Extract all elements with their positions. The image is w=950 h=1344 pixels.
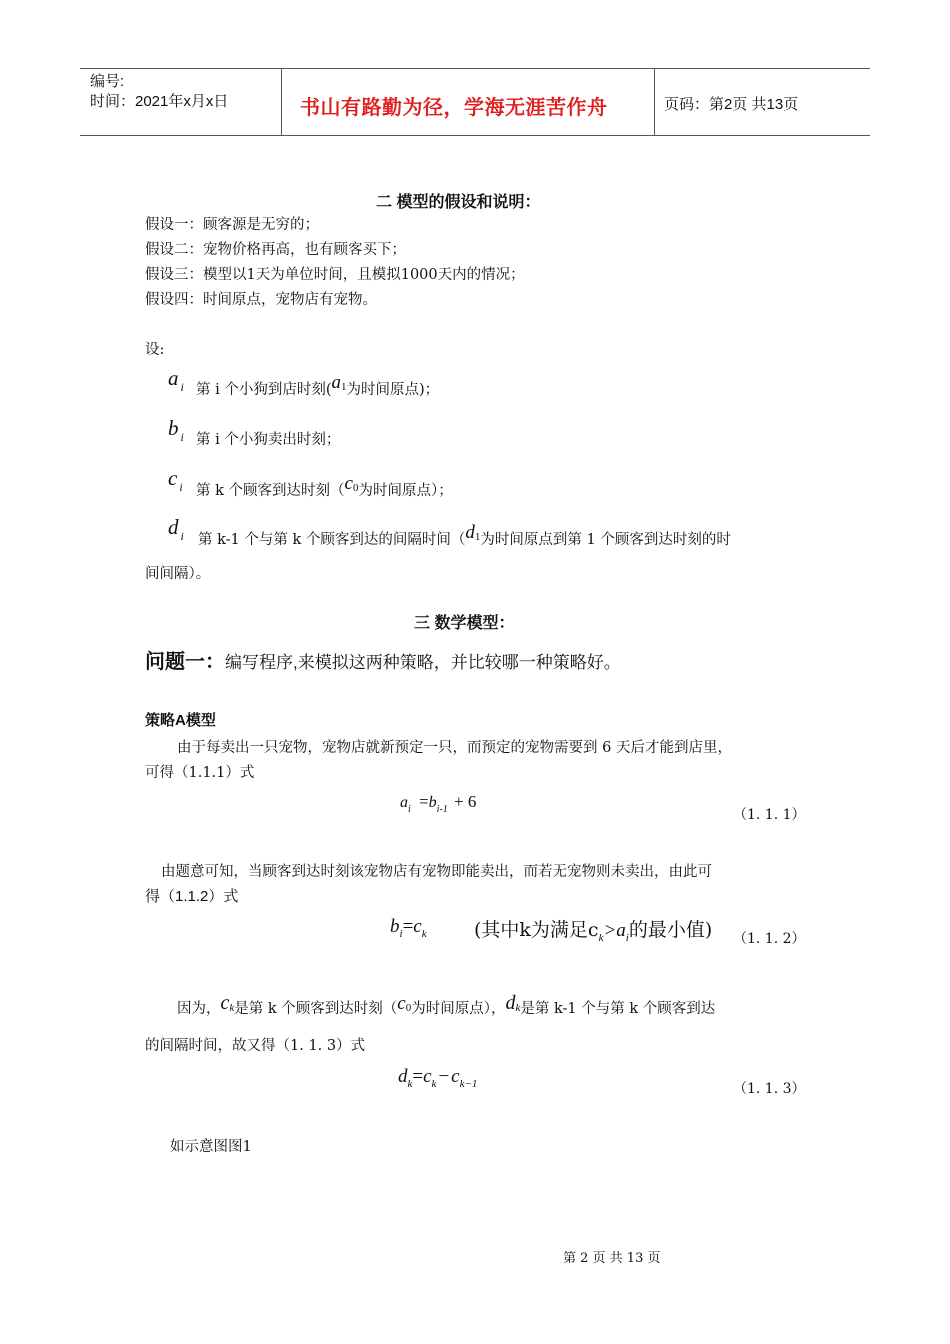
definition-a-inline-var: a <box>331 372 342 393</box>
definition-b <box>168 416 184 444</box>
definition-d-text-before: 第 k-1 个与第 k 个顾客到达的间隔时间（ <box>198 532 466 548</box>
para3-d-var: d <box>505 992 516 1014</box>
strategy-a-title: 策略A模型 <box>145 712 216 729</box>
assumption-3: 假设三：模型以1天为单位时间，且模拟1000天内的情况； <box>145 267 525 283</box>
var-d-sub: i <box>180 529 184 543</box>
header-top-border <box>80 68 870 69</box>
definition-c-text <box>196 473 453 501</box>
definition-c-inline-var: c <box>344 473 353 494</box>
definition-c-inline-sub: 0 <box>352 482 359 494</box>
assumption-4: 假设四：时间原点，宠物店有宠物。 <box>145 292 377 308</box>
definition-d-text <box>198 522 731 550</box>
eq1-lhs: a <box>400 794 408 811</box>
var-c-sub: i <box>179 480 183 494</box>
para3-d-sub: k <box>515 1002 521 1014</box>
problem-label: 问题一： <box>145 651 225 673</box>
definition-a-text-after: 为时间原点)； <box>346 382 440 398</box>
eq1-rhs-sub: i-1 <box>436 804 448 815</box>
eq3-minus: − <box>438 1066 450 1087</box>
definition-a-text-before: 第 i 个小狗到店时刻( <box>196 382 332 398</box>
para3-line2: 的间隔时间，故又得（1. 1. 3）式 <box>145 1038 366 1054</box>
eq3-number: （1. 1. 3） <box>733 1081 806 1097</box>
eq3-op: = <box>412 1066 424 1087</box>
para1-line1: 由于每卖出一只宠物，宠物店就新预定一只，而预定的宠物需要到 6 天后才能到店里， <box>177 740 732 756</box>
eq2-condition-start: (其中k为满足c <box>474 919 599 941</box>
para3-c0-text: 为时间原点）， <box>411 1001 506 1017</box>
eq3-lhs-sub: k <box>407 1078 413 1090</box>
definition-c <box>168 466 183 494</box>
eq3-r2: c <box>451 1066 460 1087</box>
header-divider-left <box>281 68 282 136</box>
eq2-cond-sub1: k <box>598 932 604 944</box>
problem-one <box>145 645 621 674</box>
var-c: c <box>168 466 178 490</box>
para3-c0-sub: 0 <box>405 1002 412 1014</box>
equation-1-1-2 <box>390 916 427 938</box>
var-a: a <box>168 366 179 390</box>
definition-d-text-after: 为时间原点到第 1 个顾客到达时刻的时 <box>480 532 731 548</box>
header-page-label: 页码：第2页 共13页 <box>664 96 799 113</box>
assumption-1: 假设一：顾客源是无穷的； <box>145 217 319 233</box>
para2-line1: 由题意可知，当顾客到达时刻该宠物店有宠物即能卖出，而若无宠物则未卖出，由此可 <box>161 864 712 880</box>
problem-text: 编写程序,来模拟这两种策略，并比较哪一种策略好。 <box>225 653 621 672</box>
var-d: d <box>168 515 179 539</box>
definition-d-inline-sub: 1 <box>474 531 481 543</box>
definition-c-text-before: 第 k 个顾客到达时刻（ <box>196 483 345 499</box>
para3-line1 <box>177 992 716 1019</box>
header-bottom-border <box>80 135 870 136</box>
para1-line2: 可得（1.1.1）式 <box>145 765 255 781</box>
eq1-op: = <box>419 792 429 811</box>
para3-c-text: 是第 k 个顾客到达时刻（ <box>234 1001 398 1017</box>
header-number-label: 编号: <box>90 73 125 90</box>
header-divider-right <box>654 68 655 136</box>
header-motto: 书山有路勤为径，学海无涯苦作舟 <box>300 97 608 119</box>
definition-d-text-line2: 间间隔）。 <box>145 566 211 582</box>
eq1-number: （1. 1. 1） <box>733 807 806 823</box>
eq1-rhs: b <box>428 794 437 811</box>
definition-d <box>168 515 184 543</box>
definition-b-text: 第 i 个小狗卖出时刻； <box>196 432 341 448</box>
eq2-rhs-sub: k <box>421 928 427 940</box>
var-a-sub: i <box>180 380 184 394</box>
definition-d-inline-var: d <box>465 522 475 543</box>
eq2-op: = <box>402 916 414 937</box>
eq2-rhs: c <box>413 916 422 937</box>
var-b: b <box>168 416 179 440</box>
equation-1-1-3 <box>398 1066 477 1088</box>
eq2-number: （1. 1. 2） <box>733 931 806 947</box>
eq3-lhs: d <box>398 1066 408 1087</box>
figure-reference: 如示意图图1 <box>170 1139 252 1155</box>
var-b-sub: i <box>180 430 184 444</box>
definition-c-text-after: 为时间原点）； <box>358 483 453 499</box>
eq1-tail: + 6 <box>453 792 477 811</box>
definition-a-text <box>196 372 440 400</box>
para3-prefix: 因为， <box>177 1001 221 1017</box>
header-date-label: 时间：2021年x月x日 <box>90 93 229 110</box>
definition-a-inline-sub: 1 <box>341 381 347 393</box>
eq2-cond-tail: 的最小值) <box>628 919 713 941</box>
eq2-lhs-sub: i <box>399 928 403 940</box>
section3-title: 三 数学模型： <box>414 615 515 632</box>
footer-page-number: 第 2 页 共 13 页 <box>563 1251 661 1266</box>
para2-line2: 得（1.1.2）式 <box>145 888 239 905</box>
eq2-cond-sub2: i <box>625 932 629 944</box>
eq2-cond-mid: >a <box>603 920 626 941</box>
eq2-condition <box>474 915 712 942</box>
let-label: 设: <box>145 342 165 358</box>
para3-c-var: c <box>220 992 230 1014</box>
definition-a <box>168 366 184 394</box>
eq3-r2-sub: k−1 <box>459 1078 478 1090</box>
para3-c-sub: k <box>229 1002 235 1014</box>
eq2-lhs: b <box>390 916 400 937</box>
eq3-r1: c <box>423 1066 432 1087</box>
equation-1-1-1 <box>400 792 477 815</box>
para3-c0-var: c <box>397 993 406 1014</box>
eq1-lhs-sub: i <box>408 804 411 815</box>
para3-d-text: 是第 k-1 个与第 k 个顾客到达 <box>520 1001 716 1017</box>
section2-title: 二 模型的假设和说明： <box>376 194 541 211</box>
assumption-2: 假设二：宠物价格再高，也有顾客买下； <box>145 242 406 258</box>
eq3-r1-sub: k <box>431 1078 437 1090</box>
